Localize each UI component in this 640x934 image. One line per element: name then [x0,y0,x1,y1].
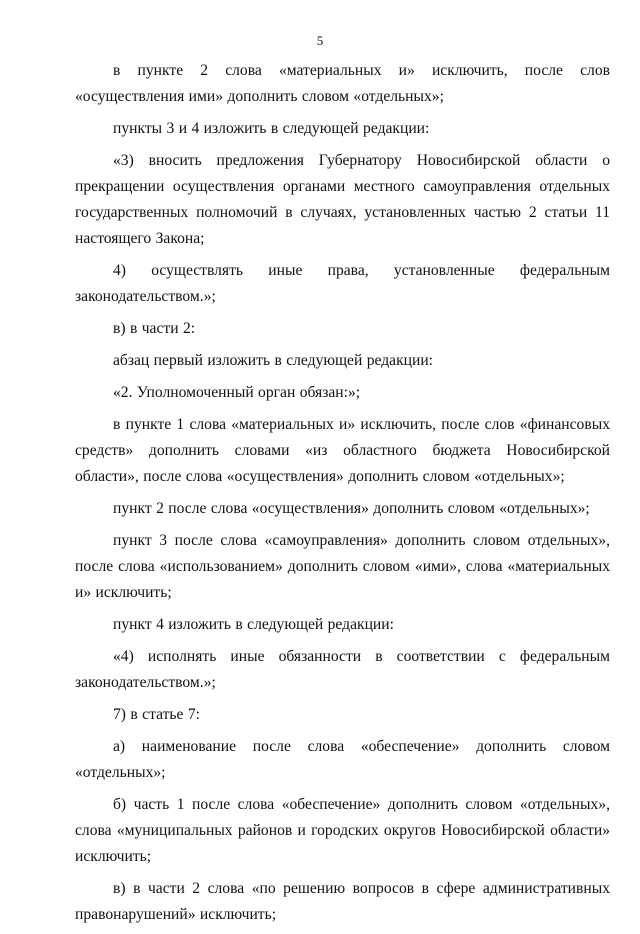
document-body [75,58,610,934]
paragraph: в пункте 2 слова «материальных и» исключить, после слов «осуществления ими» дополнить словом «отдельных»; [75,62,610,105]
paragraph: пункт 2 после слова «осуществления» дополнить словом «отдельных»; [113,500,590,517]
paragraph: пункт 4 изложить в следующей редакции: [113,616,394,633]
paragraph: б) часть 1 после слова «обеспечение» дополнить словом «отдельных», слова «муниципальных районов и городских округов Новосибирской области» исключить; [75,796,610,865]
paragraph: 4) осуществлять иные права, установленные федеральным законодательством.»; [75,262,610,305]
paragraph: «4) исполнять иные обязанности в соответствии с федеральным законодательством.»; [75,648,610,691]
paragraph: «2. Уполномоченный орган обязан:»; [113,384,361,401]
paragraph: 7) в статье 7: [113,706,200,723]
paragraph: в пункте 1 слова «материальных и» исключить, после слов «финансовых средств» дополнить словами «из областного бюджета Новосибирской области», после слова «осуществления» дополнить словом «отдельных»; [75,416,610,485]
paragraph: «3) вносить предложения Губернатору Новосибирской области о прекращении осуществления органами местного самоуправления отдельных государственных полномочий в случаях, установленных частью 2 статьи 11 настоящего Закона; [75,152,610,247]
paragraph: а) наименование после слова «обеспечение» дополнить словом «отдельных»; [75,738,610,781]
paragraph: в) в части 2 слова «по решению вопросов в сфере административных правонарушений» исключить; [75,880,610,923]
paragraph: пункты 3 и 4 изложить в следующей редакции: [113,120,430,137]
paragraph: в) в части 2: [113,320,196,337]
paragraph: пункт 3 после слова «самоуправления» дополнить словом отдельных», после слова «использованием» дополнить словом «ими», слова «материальных и» исключить; [75,532,610,601]
page-number: 5 [316,33,324,48]
paragraph: абзац первый изложить в следующей редакции: [113,352,434,369]
